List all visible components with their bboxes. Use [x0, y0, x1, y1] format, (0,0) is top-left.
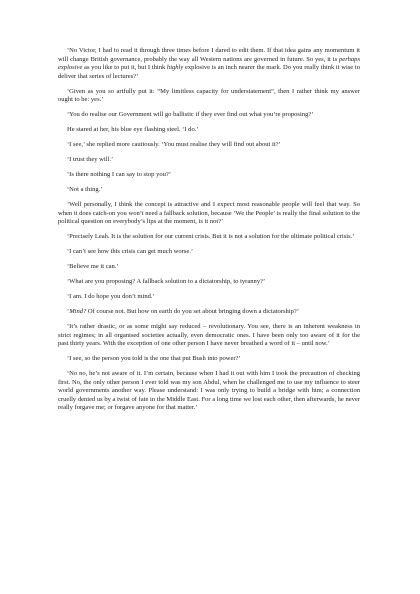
body-text: [58, 47, 360, 419]
italic-text: Mind?: [69, 308, 87, 315]
text-run: ‘Is there nothing I can say to stop you?’: [67, 171, 171, 178]
italic-text: perhaps explosive: [58, 55, 360, 71]
paragraph: [58, 355, 360, 364]
paragraph: [58, 186, 360, 195]
text-run: He stared at her, his blue eye flashing steel. ‘I do.’: [67, 126, 199, 133]
text-run: ‘I can’t see how this crisis can get much worse.’: [67, 248, 194, 255]
paragraph: [58, 126, 360, 135]
text-run: ‘Believe me it can.’: [67, 263, 119, 270]
paragraph: [58, 88, 360, 105]
paragraph: [58, 308, 360, 317]
text-run: ‘Given as you so artfully put it: “My limitless capacity for understatement”, then I rather think my answer ought to be: yes.’: [58, 87, 360, 103]
text-run: ‘I trust they will.’: [67, 156, 114, 163]
text-run: explosive is an inch nearer the mark. Do you really think it wise to deliver that series of lectures?’: [58, 64, 360, 80]
text-run: ‘No no, he’s not aware of it. I’m certain, because when I had it out with him I took the precaution of checking first. No, the only other person I ever told was my son Abdul, when he challenged me to use my influence to steer world governments another way. Please understand: I was only trying to build a bridge with him; a connection cruelly denied us by a twist of fate in the Middle East. For a long time we lost each other, then afterwards, he never really forgave me; or forgave anyone for that matter.’: [58, 370, 360, 411]
paragraph: [58, 233, 360, 242]
text-run: ‘I see, so the person you told is the one that put Bush into power?’: [67, 355, 241, 362]
paragraph: [58, 248, 360, 257]
text-run: ‘Precisely Leah. It is the solution for our current crisis. But it is not a solution for the ultimate political crisis.’: [67, 233, 355, 240]
text-run: ‘You do realise our Government will go ballistic if they ever find out what you’re proposing?’: [67, 111, 314, 118]
paragraph: [58, 370, 360, 413]
paragraph: [58, 171, 360, 180]
text-run: ‘I am. I do hope you don’t mind.’: [67, 293, 155, 300]
text-run: ‘No Victor, I had to read it through three times before I dared to edit them. If that idea gains any momentum it will change British governance, probably the way all Western nations are governed in future. So yes, it is: [58, 47, 360, 63]
text-run: ‘: [67, 308, 70, 315]
paragraph: [58, 293, 360, 302]
paragraph: [58, 141, 360, 150]
paragraph: [58, 47, 360, 81]
text-run: ‘It’s rather drastic, or as some might say reduced – revolutionary. You see, there is an inherent weakness in strict regimes; in all organised societies actually, even democratic ones. I have been only too aware of it for the past thirty years. With the exception of one other person I have never breathed a word of it – until now.’: [58, 323, 360, 347]
paragraph: [58, 201, 360, 227]
text-run: Of course not. But how on earth do you set about bringing down a dictatorship?’: [86, 308, 300, 315]
text-run: ‘Well personally, I think the concept is attractive and I expect most reasonable people will feel that way. So when it does catch-on you won’t need a fallback solution, because ‘We the People’ is really the final solution to the political question on everybody’s lips at the moment, is it not?’: [58, 201, 360, 225]
text-run: ‘Not a thing.’: [67, 186, 103, 193]
paragraph: [58, 323, 360, 349]
text-run: ‘What are you proposing? A fallback solution to a dictatorship, to tyranny?’: [67, 278, 266, 285]
italic-text: highly: [166, 64, 184, 71]
paragraph: [58, 263, 360, 272]
text-run: as you like to put it, but I think: [82, 64, 167, 71]
paragraph: [58, 156, 360, 165]
paragraph: [58, 111, 360, 120]
paragraph: [58, 278, 360, 287]
text-run: ‘I see,’ she replied more cautiously. ‘You must realise they will find out about it?’: [67, 141, 281, 148]
